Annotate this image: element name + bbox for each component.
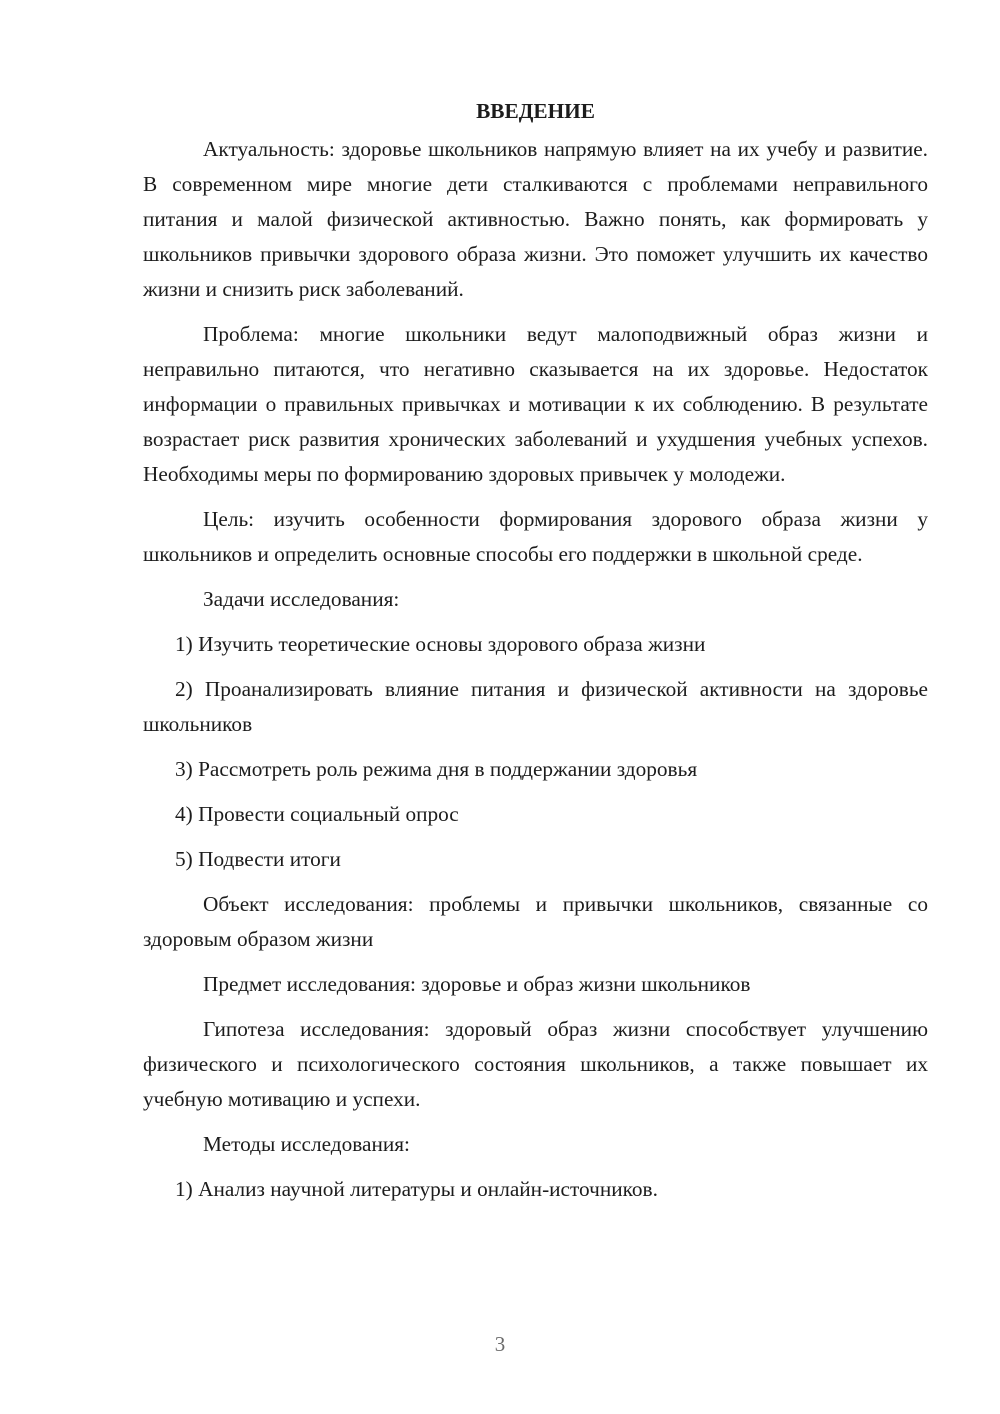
list-item: 1) Анализ научной литературы и онлайн-источников. — [175, 1177, 658, 1201]
paragraph-relevance: Актуальность: здоровье школьников напрямую влияет на их учебу и развитие. В современном мире многие дети сталкиваются с проблемами неправильного питания и малой физической активностью. Важно понять, как формировать у школьников привычки здорового образа жизни. Это поможет улучшить их качество жизни и снизить риск заболеваний. — [143, 137, 928, 301]
methods-heading: Методы исследования: — [203, 1132, 410, 1156]
list-item: 2) Проанализировать влияние питания и физической активности на здоровье школьников — [143, 677, 928, 736]
tasks-heading: Задачи исследования: — [203, 587, 400, 611]
document-page — [143, 96, 928, 1217]
methods-list — [143, 1172, 928, 1207]
list-item: 3) Рассмотреть роль режима дня в поддержании здоровья — [175, 757, 698, 781]
paragraph-hypothesis: Гипотеза исследования: здоровый образ жизни способствует улучшению физического и психологического состояния школьников, а также повышает их учебную мотивацию и успехи. — [143, 1017, 928, 1111]
section-title: ВВЕДЕНИЕ — [476, 99, 595, 123]
page-number: 3 — [494, 1332, 506, 1356]
tasks-list — [143, 627, 928, 877]
paragraph-object: Объект исследования: проблемы и привычки школьников, связанные со здоровым образом жизни — [143, 892, 928, 951]
list-item: 4) Провести социальный опрос — [175, 802, 459, 826]
list-item: 1) Изучить теоретические основы здорового образа жизни — [175, 632, 706, 656]
paragraph-subject: Предмет исследования: здоровье и образ жизни школьников — [203, 972, 751, 996]
paragraph-goal: Цель: изучить особенности формирования здорового образа жизни у школьников и определить основные способы его поддержки в школьной среде. — [143, 507, 928, 566]
list-item: 5) Подвести итоги — [175, 847, 341, 871]
paragraph-problem: Проблема: многие школьники ведут малоподвижный образ жизни и неправильно питаются, что негативно сказывается на их здоровье. Недостаток информации о правильных привычках и мотивации к их соблюдению. В результате возрастает риск развития хронических заболеваний и ухудшения учебных успехов. Необходимы меры по формированию здоровых привычек у молодежи. — [143, 322, 928, 486]
